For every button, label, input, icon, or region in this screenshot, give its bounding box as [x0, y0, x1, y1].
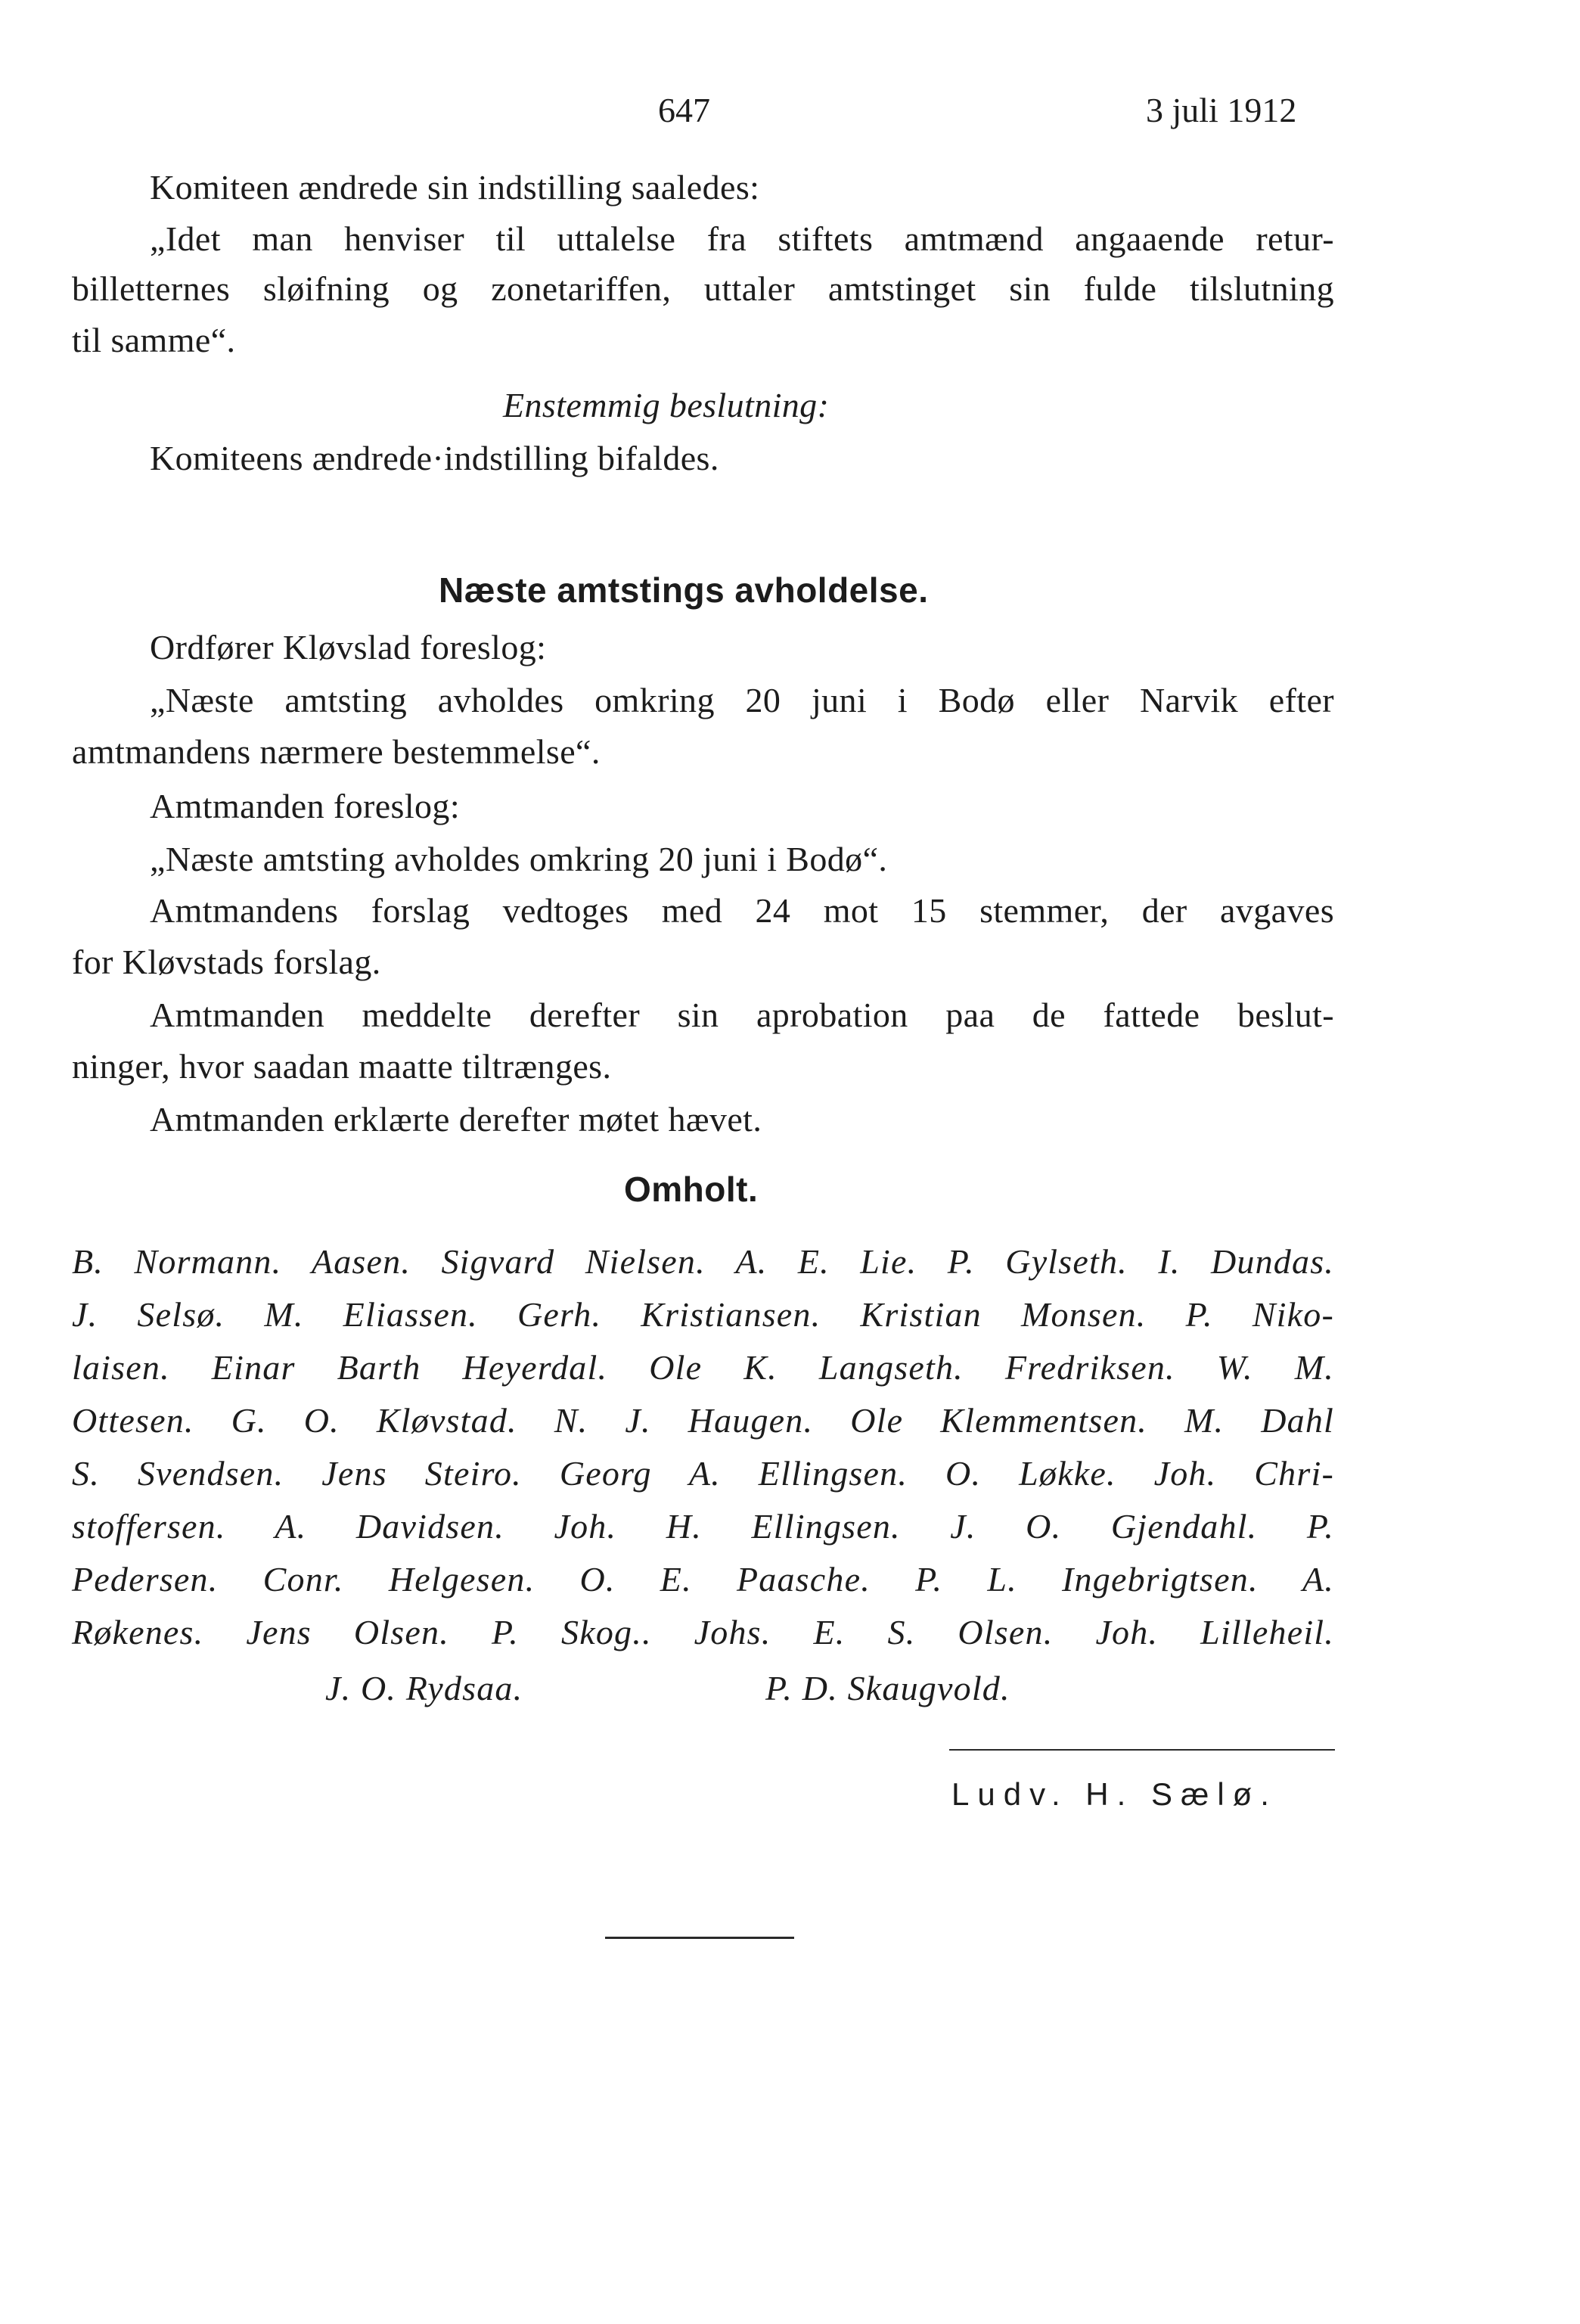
names-line: J. Selsø. M. Eliassen. Gerh. Kristiansen. Kristian Monsen. P. Niko- [72, 1295, 1334, 1334]
paragraph-line: for Kløvstads forslag. [72, 943, 381, 981]
decision-label: Enstemmig beslutning: [503, 386, 830, 424]
paragraph-line: „Næste amtsting avholdes omkring 20 juni i Bodø“. [150, 840, 888, 878]
paragraph-line: Amtmanden erklærte derefter møtet hævet. [150, 1100, 762, 1139]
signature: Ludv. H. Sælø. [951, 1776, 1277, 1812]
paragraph-line: Ordfører Kløvslad foreslog: [150, 628, 547, 666]
paragraph-line: Amtmandens forslag vedtoges med 24 mot 15 stemmer, der avgaves [150, 891, 1334, 930]
paragraph-line: amtmandens nærmere bestemmelse“. [72, 732, 601, 771]
closing-rule [605, 1937, 794, 1939]
paragraph-line: „Næste amtsting avholdes omkring 20 juni i Bodø eller Narvik efter [150, 681, 1334, 719]
names-line: laisen. Einar Barth Heyerdal. Ole K. Langseth. Fredriksen. W. M. [72, 1348, 1334, 1387]
paragraph-line: „Idet man henviser til uttalelse fra stiftets amtmænd angaaende retur- [150, 219, 1334, 258]
paragraph-line: Komiteen ændrede sin indstilling saaledes: [150, 168, 760, 207]
decision-text: Komiteens ændrede·indstilling bifaldes. [150, 439, 719, 477]
names-line: Pedersen. Conr. Helgesen. O. E. Paasche. P. L. Ingebrigtsen. A. [72, 1560, 1334, 1599]
section-heading: Næste amtstings avholdelse. [439, 570, 929, 610]
page-date: 3 juli 1912 [1146, 91, 1297, 129]
names-line-right: P. D. Skaugvold. [765, 1669, 1010, 1707]
paragraph-line: ninger, hvor saadan maatte tiltrænges. [72, 1047, 612, 1086]
names-line: stoffersen. A. Davidsen. Joh. H. Ellingsen. J. O. Gjendahl. P. [72, 1507, 1334, 1546]
paragraph-line: Amtmanden foreslog: [150, 787, 461, 825]
page-number: 647 [658, 91, 710, 129]
paragraph-line: til samme“. [72, 321, 236, 359]
paragraph-line: Amtmanden meddelte derefter sin aprobation paa de fattede beslut- [150, 996, 1334, 1034]
paragraph-line: billetternes sløifning og zonetariffen, uttaler amtstinget sin fulde tilslutning [72, 269, 1334, 308]
names-line: Ottesen. G. O. Kløvstad. N. J. Haugen. Ole Klemmentsen. M. Dahl [72, 1401, 1334, 1440]
section-heading: Omholt. [624, 1170, 759, 1209]
names-line: B. Normann. Aasen. Sigvard Nielsen. A. E. Lie. P. Gylseth. I. Dundas. [72, 1242, 1334, 1281]
names-line-left: J. O. Rydsaa. [325, 1669, 523, 1707]
names-line: S. Svendsen. Jens Steiro. Georg A. Ellingsen. O. Løkke. Joh. Chri- [72, 1454, 1334, 1493]
names-line: Røkenes. Jens Olsen. P. Skog.. Johs. E. S. Olsen. Joh. Lilleheil. [72, 1613, 1334, 1651]
signature-rule [949, 1749, 1335, 1751]
